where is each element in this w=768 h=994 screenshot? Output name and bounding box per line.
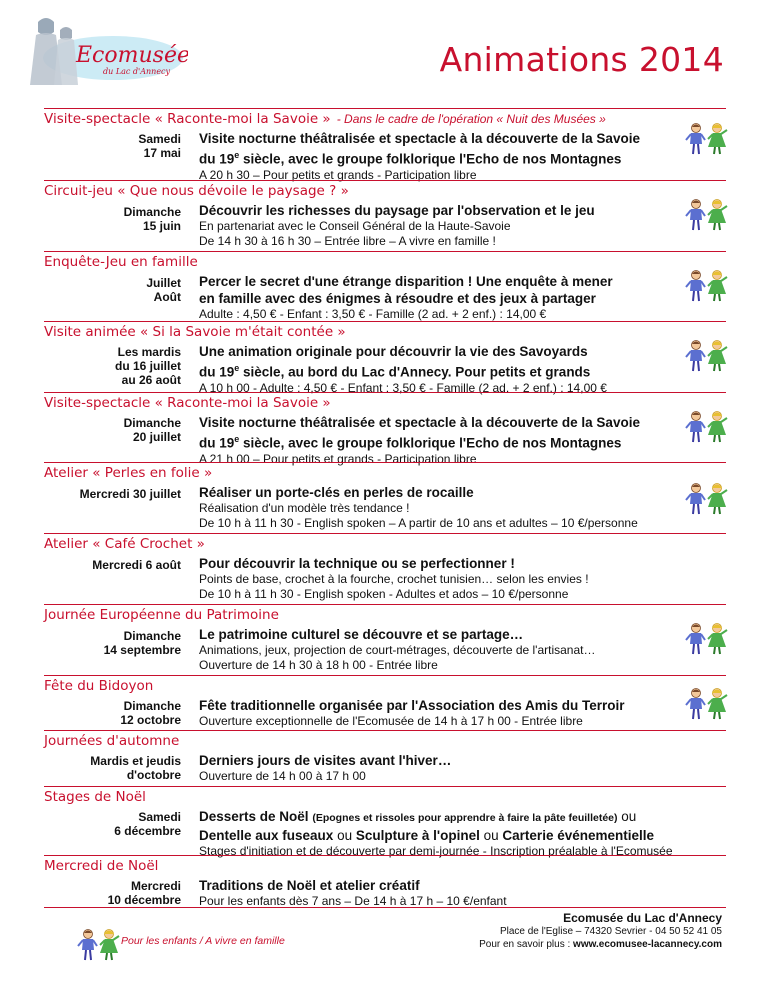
section-title: Stages de Noël [44,789,146,805]
event-date: Mercredi 30 juillet [79,487,181,501]
event-body: Le patrimoine culturel se découvre et se partage… Animations, jeux, projection de court-métrages, découverte de l'artisanat… Ouverture de 14 h 30 à 18 h 00 - Entrée libre [199,627,596,672]
section-title: Atelier « Perles en folie » [44,465,213,481]
kids-icon [76,928,122,962]
event-date: Dimanche 12 octobre [120,699,181,727]
event-date: Les mardis du 16 juillet au 26 août [114,345,181,387]
section-fete-bidoyon [44,675,726,728]
legend-note: Pour les enfants / A vivre en famille [121,935,285,947]
page-title: Animations 2014 [439,40,724,79]
divider [44,907,726,908]
event-date: Dimanche 15 juin [123,205,181,233]
kids-icon [684,482,730,516]
kids-icon [684,687,730,721]
section-title: Visite-spectacle « Raconte-moi la Savoie » [44,111,331,127]
event-body: Visite nocturne théâtralisée et spectacle à la découverte de la Savoie du 19e siècle, avec le groupe folklorique l'Echo de nos Montagnes A 20 h 30 – Pour petits et grands - Participation libre [199,131,640,182]
section-title: Atelier « Café Crochet » [44,536,205,552]
event-body: Desserts de Noël (Epognes et rissoles pour apprendre à faire la pâte feuilletée) ou Dentelle aux fuseaux ou Sculpture à l'opinel ou Carterie événementielle Stages d'initiation et de découverte par demi-journée - Inscription préalable à l'Ecomusée [199,809,673,858]
section-mercredi-noel [44,855,726,908]
event-body: Fête traditionnelle organisée par l'Association des Amis du Terroir Ouverture exceptionnelle de l'Ecomusée de 14 h à 17 h 00 - Entrée libre [199,698,625,728]
section-title: Fête du Bidoyon [44,678,154,694]
event-body: Réaliser un porte-clés en perles de rocaille Réalisation d'un modèle très tendance ! De 10 h à 11 h 30 - English spoken – A partir de 10 ans et adultes – 10 €/personne [199,485,638,530]
section-title: Journée Européenne du Patrimoine [44,607,279,623]
footer-contact [479,912,722,951]
event-date: Samedi 6 décembre [114,810,181,838]
section-enquete-jeu [44,251,726,321]
logo [18,10,188,100]
section-journee-patrimoine [44,604,726,672]
section-stages-noel [44,786,726,858]
event-date: Dimanche 20 juillet [123,416,181,444]
event-date: Mardis et jeudis d'octobre [90,754,181,782]
kids-icon [684,622,730,656]
event-date: Mercredi 10 décembre [107,879,181,907]
section-journees-automne [44,730,726,783]
kids-icon [684,339,730,373]
section-visite-spectacle-juillet [44,392,726,466]
logo-name: Ecomusée [76,43,188,68]
kids-icon [684,269,730,303]
section-visite-animee [44,321,726,395]
event-date: Dimanche 14 septembre [103,629,181,657]
event-date: Samedi 17 mai [138,132,181,160]
section-title: Enquête-Jeu en famille [44,254,198,270]
footer-address: Place de l'Eglise – 74320 Sevrier - 04 50 52 41 05 [499,926,722,937]
footer-more-label: Pour en savoir plus : [479,939,571,950]
event-body: Traditions de Noël et atelier créatif Pour les enfants dès 7 ans – De 14 h à 17 h – 10 €/enfant [199,878,507,908]
event-body: Visite nocturne théâtralisée et spectacle à la découverte de la Savoie du 19e siècle, avec le groupe folklorique l'Echo de nos Montagnes A 21 h 00 – Pour petits et grands - Participation libre [199,415,640,466]
event-body: Une animation originale pour découvrir la vie des Savoyards du 19e siècle, au bord du Lac d'Annecy. Pour petits et grands A 10 h 00 - Adulte : 4,50 € - Enfant : 3,50 € - Famille (2 ad. + 2 enf.) : 14,00 € [199,344,607,395]
kids-icon [684,122,730,156]
section-title: Visite animée « Si la Savoie m'était contée » [44,324,346,340]
event-date: Mercredi 6 août [92,558,181,572]
section-title: Circuit-jeu « Que nous dévoile le paysage ? » [44,183,349,199]
kids-icon [684,198,730,232]
event-body: Pour découvrir la technique ou se perfectionner ! Points de base, crochet à la fourche, crochet tunisien… selon les envies ! De 10 h à 11 h 30 - English spoken - Adultes et ados – 10 €/personne [199,556,589,601]
section-circuit-jeu [44,180,726,248]
section-title: Mercredi de Noël [44,858,159,874]
kids-icon [684,410,730,444]
footer-website: www.ecomusee-lacannecy.com [573,939,722,950]
section-title: Journées d'automne [44,733,180,749]
footer-org: Ecomusée du Lac d'Annecy [563,911,722,925]
event-date: Juillet Août [146,276,181,304]
section-perles-en-folie [44,462,726,530]
section-subtitle: - Dans le cadre de l'opération « Nuit des Musées » [336,112,606,126]
section-title: Visite-spectacle « Raconte-moi la Savoie » [44,395,331,411]
section-cafe-crochet [44,533,726,601]
event-body: Derniers jours de visites avant l'hiver… Ouverture de 14 h 00 à 17 h 00 [199,753,452,783]
event-body: Percer le secret d'une étrange disparition ! Une enquête à mener en famille avec des énigmes à résoudre et des jeux à partager Adulte : 4,50 € - Enfant : 3,50 € - Famille (2 ad. + 2 enf.) : 14,00 € [199,274,613,321]
event-body: Découvrir les richesses du paysage par l'observation et le jeu En partenariat avec le Conseil Général de la Haute-Savoie De 14 h 30 à 16 h 30 – Entrée libre – A vivre en famille ! [199,203,595,248]
section-nuit-des-musees [44,108,726,182]
logo-sub: du Lac d'Annecy [103,67,171,76]
